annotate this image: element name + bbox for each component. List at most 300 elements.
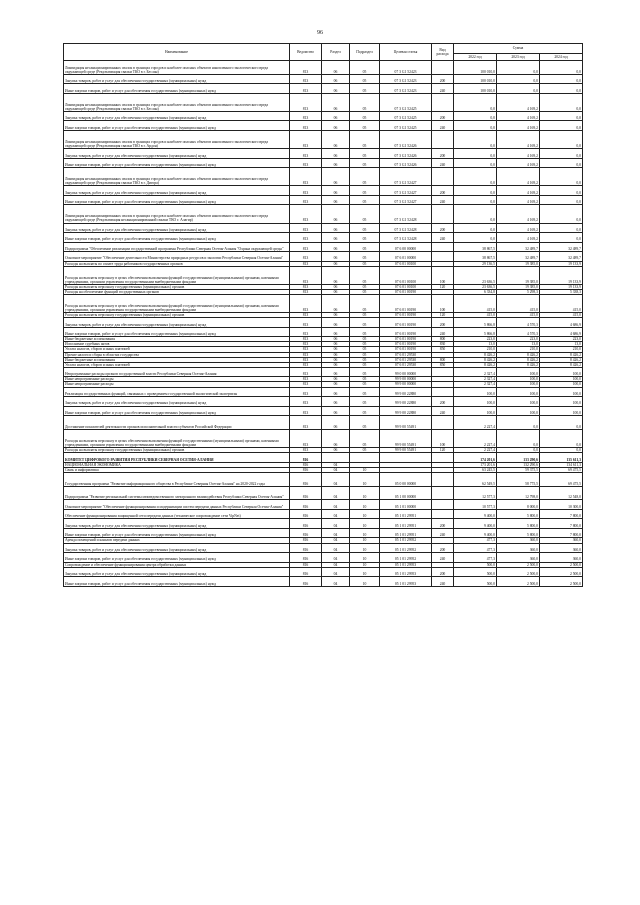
cell-2023: 4 169,2 [497,121,540,131]
cell-name: Ликвидация несанкционированных свалок в границах городов и наиболее опасных объектов накопленного экологического вреда окружающей среде (Рекультивация свалки ТКО в г. Беслан) [64,93,290,111]
cell-expense: 800 [432,357,454,362]
cell-2024: 19 133,9 [540,261,583,266]
cell-2024: 0,0 [540,168,583,186]
cell-section: 04 [322,472,350,486]
cell-name: Закупка товаров, работ и услуг для обеспечения государственных (муниципальных) нужд [64,318,290,328]
cell-subsection: 05 [350,327,380,337]
cell-section: 06 [322,158,350,168]
cell-name: Иные закупки товаров, работ и услуг для обеспечения государственных (муниципальных) нужд [64,327,290,337]
cell-2022: 100,0 [454,387,497,397]
cell-2024: 100,0 [540,367,583,377]
header-target: Целевая статья [380,44,432,61]
cell-2024: 100,0 [540,406,583,416]
cell-2022: 38 867,5 [454,242,497,252]
cell-name: Ликвидация несанкционированных свалок в границах городов и наиболее опасных объектов накопленного экологического вреда окружающей среде (Рекультивация несанкционированной свалки ТКО г. Алагир) [64,205,290,223]
cell-2023: 8 426,2 [497,352,540,357]
cell-section: 06 [322,448,350,453]
header-subsection: Подраздел [350,44,380,61]
cell-name: Ликвидация несанкционированных свалок в границах городов и наиболее опасных объектов накопленного экологического вреда окружающей среде (Рекультивация свалки ТКО в г. Беслан) [64,61,290,75]
cell-2022: 2 327,4 [454,382,497,387]
cell-subsection: 05 [350,121,380,131]
cell-expense: 200 [432,318,454,328]
cell-2022: 0,0 [454,223,497,233]
cell-2023: 5 800,0 [497,509,540,519]
cell-target: 99 9 00 22880 [380,397,432,407]
cell-2022: 500,0 [454,567,497,577]
cell-2022: 2 327,4 [454,377,497,382]
table-row [64,242,583,252]
header-name: Наименование [64,44,290,61]
cell-subsection: 10 [350,553,380,563]
cell-ministry: 816 [290,528,322,538]
page-number: 96 [317,30,323,36]
cell-2023: 4 169,2 [497,149,540,159]
cell-2023: 8 426,2 [497,362,540,367]
cell-target: 07 3 G1 52428 [380,205,432,223]
cell-2023: 0,0 [497,448,540,453]
cell-2023: 5 800,0 [497,519,540,529]
cell-subsection: 05 [350,242,380,252]
cell-2022: 2 327,4 [454,367,497,377]
cell-target [380,453,432,463]
cell-2023: 0,0 [497,61,540,75]
cell-subsection: 05 [350,168,380,186]
cell-subsection: 05 [350,313,380,318]
cell-target: 07 3 G1 52423 [380,74,432,84]
cell-ministry: 816 [290,453,322,463]
cell-name: Закупка товаров, работ и услуг для обеспечения государственных (муниципальных) нужд [64,149,290,159]
cell-target: 05 1 01 29951 [380,528,432,538]
cell-2024: 5 338,3 [540,289,583,294]
cell-section: 06 [322,233,350,243]
cell-2022: 0,0 [454,111,497,121]
table-row [64,472,583,486]
cell-section: 06 [322,93,350,111]
cell-2022: 8 426,2 [454,357,497,362]
cell-2023: 4 570,3 [497,318,540,328]
cell-2022: 500,0 [454,562,497,567]
cell-2024: 134 611,3 [540,462,583,467]
cell-name: КОМИТЕТ ЦИФРОВОГО РАЗВИТИЯ РЕСПУБЛИКИ СЕВЕРНАЯ ОСЕТИЯ-АЛАНИЯ [64,453,290,463]
cell-2024: 100,0 [540,387,583,397]
cell-ministry: 813 [290,233,322,243]
table-row [64,295,583,313]
cell-section: 06 [322,242,350,252]
cell-target: 07 6 01 00190 [380,289,432,294]
cell-expense: 850 [432,347,454,352]
cell-2023: 360,0 [497,543,540,553]
cell-2022: 415,0 [454,295,497,313]
cell-ministry: 816 [290,467,322,472]
cell-expense: 100 [432,266,454,284]
cell-name: Иные непрограммные расходы [64,382,290,387]
cell-name: Непрограммные расходы органов государственной власти Республики Северная Осетия-Алания [64,367,290,377]
cell-ministry: 813 [290,93,322,111]
cell-ministry: 813 [290,252,322,262]
cell-name: Иные непрограммные расходы [64,377,290,382]
cell-2023: 100,0 [497,387,540,397]
cell-expense: 200 [432,111,454,121]
cell-target: 05 0 00 00000 [380,472,432,486]
cell-section: 04 [322,562,350,567]
cell-subsection: 05 [350,416,380,430]
cell-2024: 8 426,2 [540,362,583,367]
cell-subsection: 05 [350,111,380,121]
cell-2023: 32 489,7 [497,252,540,262]
cell-target: 07 3 G1 52427 [380,195,432,205]
cell-ministry: 813 [290,397,322,407]
cell-2023: 4 169,2 [497,158,540,168]
cell-target: 07 3 G1 52426 [380,158,432,168]
cell-target: 07 6 01 29530 [380,357,432,362]
cell-ministry: 816 [290,462,322,467]
cell-2024: 0,0 [540,448,583,453]
table-row [64,111,583,121]
cell-target: 07 6 01 00000 [380,252,432,262]
cell-target: 07 6 01 29530 [380,362,432,367]
cell-subsection: 10 [350,472,380,486]
cell-2022: 9 400,0 [454,509,497,519]
cell-name: Иные закупки товаров, работ и услуг для обеспечения государственных (муниципальных) нужд [64,84,290,94]
cell-subsection: 05 [350,295,380,313]
cell-2024: 13,0 [540,342,583,347]
cell-expense: 850 [432,362,454,367]
cell-2024: 415,0 [540,313,583,318]
cell-2024: 0,0 [540,121,583,131]
cell-expense: 120 [432,284,454,289]
cell-target: 07 6 01 00190 [380,327,432,337]
cell-2024: 100,0 [540,377,583,382]
cell-expense: 800 [432,337,454,342]
cell-ministry: 813 [290,61,322,75]
cell-2022: 62 549,5 [454,472,497,486]
cell-2022: 500,0 [454,577,497,587]
cell-name: Исполнение судебных актов [64,342,290,347]
cell-2023: 0,0 [497,429,540,447]
cell-ministry: 813 [290,352,322,357]
cell-target: 07 6 01 00190 [380,337,432,342]
cell-target: 07 3 G1 52427 [380,186,432,196]
cell-target: 07 6 01 00190 [380,318,432,328]
cell-2022: 63 245,5 [454,467,497,472]
cell-section: 06 [322,318,350,328]
cell-ministry: 816 [290,577,322,587]
cell-target: 07 3 G1 52426 [380,149,432,159]
cell-expense: 120 [432,313,454,318]
cell-subsection: 05 [350,406,380,416]
cell-subsection: 05 [350,93,380,111]
table-row [64,121,583,131]
cell-target: 99 9 00 22880 [380,406,432,416]
cell-2023: 4 169,2 [497,93,540,111]
cell-name: Подпрограмма "Развитие региональной системы межведомственного электронного взаимодействия Республики Северная Осетия-Алания" [64,486,290,500]
cell-name: Расходы на обеспечение функций государственных органов [64,289,290,294]
cell-2022: 0,0 [454,168,497,186]
cell-2022: 9 400,0 [454,519,497,529]
cell-expense: 100 [432,429,454,447]
cell-2023: 133 290,6 [497,453,540,463]
cell-expense [432,486,454,500]
cell-2023: 0,0 [497,74,540,84]
cell-2022: 210,0 [454,347,497,352]
cell-2024: 10 300,0 [540,500,583,510]
cell-2022: 2 227,4 [454,416,497,430]
table-row [64,528,583,538]
cell-target: 99 9 00 00000 [380,382,432,387]
cell-2024: 0,0 [540,205,583,223]
cell-2024: 135 611,3 [540,453,583,463]
cell-section: 04 [322,486,350,500]
table-row [64,416,583,430]
cell-2022: 38 867,5 [454,252,497,262]
header-expense: Вид расхода [432,44,454,61]
cell-2022: 5 866,8 [454,318,497,328]
cell-section: 06 [322,406,350,416]
cell-2024: 360,0 [540,553,583,563]
cell-2024: 4 686,9 [540,327,583,337]
cell-expense [432,453,454,463]
cell-2024: 19 133,9 [540,284,583,289]
cell-section: 04 [322,553,350,563]
cell-2022: 23 636,5 [454,284,497,289]
header-sum: Сумма [454,44,583,54]
cell-expense [432,93,454,111]
table-row [64,233,583,243]
cell-ministry: 813 [290,337,322,342]
cell-name: Государственная программа "Развитие информационного общества в Республике Северная Осетия-Алания" на 2020-2022 годы [64,472,290,486]
cell-2022: 0,0 [454,158,497,168]
cell-target: 05 1 01 29952 [380,553,432,563]
cell-subsection: 05 [350,84,380,94]
cell-2022: 2 227,4 [454,429,497,447]
cell-2023: 360,0 [497,538,540,543]
cell-expense: 240 [432,84,454,94]
cell-expense: 200 [432,519,454,529]
cell-name: Расходы на выплаты персоналу в целях обеспечения выполнения функций государственными (муниципальными) органами, казенными учреждениями, органами управления государственными внебюджетными фондами [64,429,290,447]
cell-name: Закупка товаров, работ и услуг для обеспечения государственных (муниципальных) нужд [64,186,290,196]
cell-ministry: 813 [290,357,322,362]
cell-2024: 0,0 [540,111,583,121]
cell-ministry: 813 [290,387,322,397]
cell-subsection: 10 [350,509,380,519]
cell-2022: 100 010,0 [454,61,497,75]
cell-2024: 4 686,9 [540,318,583,328]
cell-subsection: 10 [350,538,380,543]
cell-2023: 100,0 [497,406,540,416]
cell-2024: 0,0 [540,416,583,430]
cell-subsection: 10 [350,577,380,587]
cell-2024: 0,0 [540,195,583,205]
cell-target: 05 1 01 29953 [380,567,432,577]
cell-2024: 2 500,0 [540,562,583,567]
cell-ministry: 813 [290,416,322,430]
table-row [64,318,583,328]
cell-2024: 8 426,2 [540,357,583,362]
cell-name: Иные закупки товаров, работ и услуг для обеспечения государственных (муниципальных) нужд [64,233,290,243]
cell-2022: 12 577,3 [454,486,497,500]
cell-target: 07 6 01 00100 [380,261,432,266]
cell-expense [432,168,454,186]
cell-name: Иные бюджетные ассигнования [64,337,290,342]
cell-subsection: 05 [350,397,380,407]
cell-2024: 0,0 [540,93,583,111]
table-row [64,519,583,529]
cell-target: 99 9 00 22880 [380,387,432,397]
cell-subsection: 05 [350,205,380,223]
table-row [64,567,583,577]
cell-ministry: 816 [290,519,322,529]
cell-2023: 19 385,0 [497,284,540,289]
cell-2023: 2 500,0 [497,567,540,577]
table-row [64,429,583,447]
cell-subsection: 05 [350,448,380,453]
cell-subsection: 05 [350,195,380,205]
cell-name: Закупка товаров, работ и услуг для обеспечения государственных (муниципальных) нужд [64,543,290,553]
cell-2022: 0,0 [454,130,497,148]
cell-name: Закупка товаров, работ и услуг для обеспечения государственных (муниципальных) нужд [64,74,290,84]
cell-section: 06 [322,295,350,313]
cell-section: 06 [322,205,350,223]
cell-section: 06 [322,362,350,367]
cell-2023: 58 775,5 [497,472,540,486]
cell-section: 06 [322,121,350,131]
cell-section: 04 [322,543,350,553]
cell-target: 07 6 01 00190 [380,295,432,313]
cell-section: 04 [322,509,350,519]
cell-ministry: 813 [290,168,322,186]
cell-name: Иные закупки товаров, работ и услуг для обеспечения государственных (муниципальных) нужд [64,553,290,563]
cell-2023: 8 000,0 [497,500,540,510]
cell-expense [432,387,454,397]
cell-target: 07 6 01 00100 [380,266,432,284]
cell-2023: 0,0 [497,84,540,94]
cell-2022: 477,3 [454,538,497,543]
cell-section [322,453,350,463]
cell-ministry: 813 [290,448,322,453]
table-row [64,168,583,186]
cell-subsection: 05 [350,387,380,397]
cell-expense: 200 [432,149,454,159]
cell-ministry: 816 [290,509,322,519]
cell-name: Аренда помещений и каналов передачи данных [64,538,290,543]
cell-name: Связь и информатика [64,467,290,472]
cell-2023: 4 169,2 [497,195,540,205]
cell-subsection: 05 [350,337,380,342]
cell-subsection: 05 [350,347,380,352]
cell-ministry: 816 [290,472,322,486]
cell-2024: 8 426,2 [540,352,583,357]
cell-name: Ликвидация несанкционированных свалок в границах городов и наиболее опасных объектов накопленного экологического вреда окружающей среде (Рекультивация свалки ТКО в г. Ардон) [64,130,290,148]
cell-name: Иные закупки товаров, работ и услуг для обеспечения государственных (муниципальных) нужд [64,121,290,131]
cell-subsection: 05 [350,74,380,84]
table-row [64,61,583,75]
cell-section: 04 [322,500,350,510]
cell-subsection: 05 [350,186,380,196]
cell-2023: 360,0 [497,553,540,563]
cell-ministry: 813 [290,342,322,347]
cell-subsection: 05 [350,382,380,387]
cell-target: 07 3 G1 52423 [380,84,432,94]
cell-name: Закупка товаров, работ и услуг для обеспечения государственных (муниципальных) нужд [64,567,290,577]
header-year-2022: 2022 год [454,54,497,61]
table-row [64,486,583,500]
cell-section: 04 [322,462,350,467]
cell-target: 07 3 G1 52423 [380,61,432,75]
cell-2022: 29 136,5 [454,261,497,266]
cell-expense: 200 [432,223,454,233]
cell-ministry: 816 [290,486,322,500]
cell-name: НАЦИОНАЛЬНАЯ ЭКОНОМИКА [64,462,290,467]
cell-expense [432,242,454,252]
cell-section: 06 [322,284,350,289]
cell-2024: 0,0 [540,61,583,75]
cell-subsection: 10 [350,543,380,553]
cell-2024: 0,0 [540,84,583,94]
cell-expense: 200 [432,543,454,553]
cell-2023: 2 500,0 [497,562,540,567]
table-row [64,84,583,94]
cell-ministry: 813 [290,382,322,387]
cell-section: 06 [322,327,350,337]
cell-2023: 5 800,0 [497,528,540,538]
cell-2023: 100,0 [497,377,540,382]
cell-expense: 240 [432,406,454,416]
cell-2023: 2 500,0 [497,577,540,587]
cell-subsection: 10 [350,562,380,567]
cell-ministry: 813 [290,158,322,168]
cell-2022: 0,0 [454,186,497,196]
cell-2022: 9 400,0 [454,528,497,538]
cell-2023: 4 169,2 [497,111,540,121]
cell-2023: 13,0 [497,342,540,347]
cell-2022: 415,0 [454,313,497,318]
cell-name: Подпрограмма "Обеспечение реализации государственной программы Республики Северная Осетия-Алания "Охрана окружающей среды" [64,242,290,252]
cell-2022: 10 577,3 [454,500,497,510]
cell-ministry: 813 [290,362,322,367]
cell-section: 04 [322,528,350,538]
cell-expense: 200 [432,567,454,577]
cell-ministry: 813 [290,347,322,352]
table-row [64,158,583,168]
table-row [64,543,583,553]
cell-subsection: 05 [350,149,380,159]
cell-2022: 223,0 [454,337,497,342]
cell-name: Закупка товаров, работ и услуг для обеспечения государственных (муниципальных) нужд [64,111,290,121]
cell-2022: 100 010,0 [454,84,497,94]
cell-2024: 69 475,5 [540,472,583,486]
cell-subsection: 05 [350,357,380,362]
cell-ministry: 813 [290,406,322,416]
cell-subsection: 05 [350,61,380,75]
cell-subsection: 10 [350,486,380,500]
cell-target: 05 1 01 29952 [380,538,432,543]
cell-expense [432,416,454,430]
cell-2022: 6 334,8 [454,289,497,294]
table-row [64,453,583,463]
cell-target: 07 6 00 00000 [380,242,432,252]
cell-section: 06 [322,347,350,352]
cell-target: 07 3 G1 52428 [380,223,432,233]
cell-expense: 830 [432,342,454,347]
cell-name: Расходы на выплаты персоналу в целях обеспечения выполнения функций государственными (муниципальными) органами, казенными учреждениями, органами управления государственными внебюджетными фондами [64,266,290,284]
cell-subsection: 05 [350,261,380,266]
cell-expense: 200 [432,74,454,84]
table-row [64,93,583,111]
cell-2023: 132 290,6 [497,462,540,467]
cell-target: 07 3 G1 52425 [380,93,432,111]
cell-2022: 173 201,6 [454,462,497,467]
cell-subsection: 05 [350,223,380,233]
